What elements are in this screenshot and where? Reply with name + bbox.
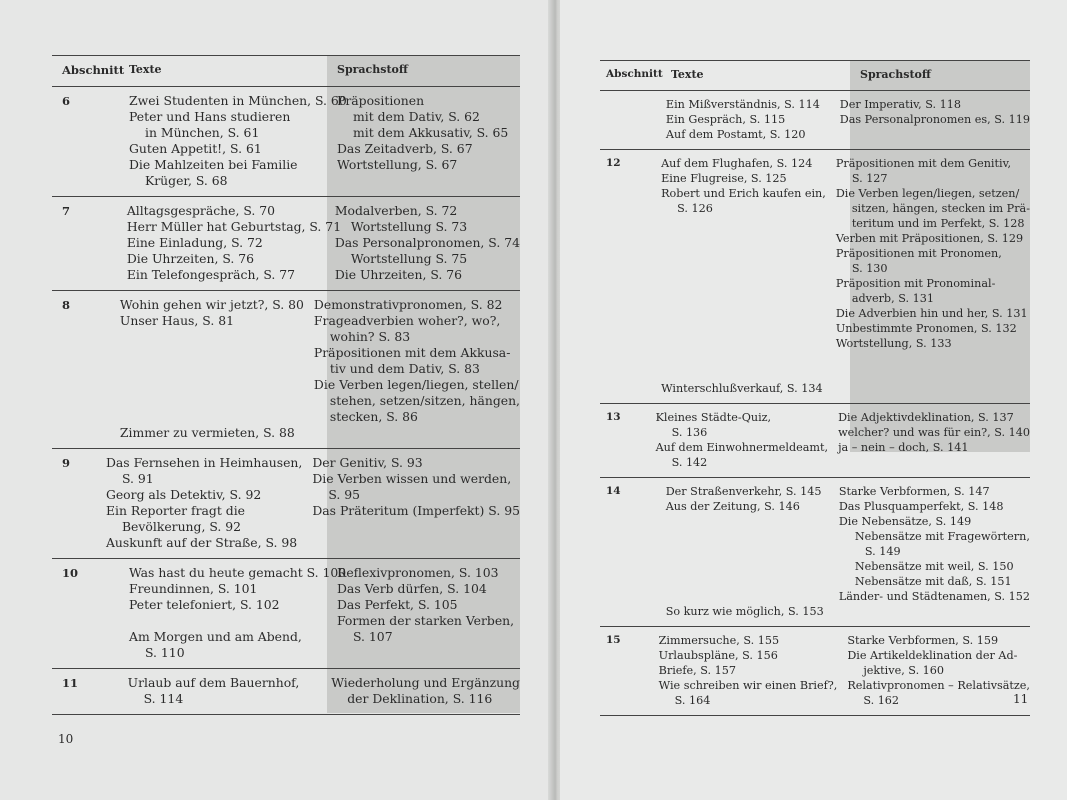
sprachstoff-line: Das Präteritum (Imperfekt) S. 95 [312,503,520,518]
sprachstoff-line: Relativpronomen – Relativsätze, [847,679,1030,692]
sprachstoff-cell [327,93,520,189]
sprachstoff-line: S. 149 [864,545,901,558]
sprachstoff-line: Wortstellung S. 73 [350,219,468,234]
sprachstoff-line: jektive, S. 160 [863,664,945,677]
texte-line: Ein Mißverständnis, S. 114 [665,98,820,111]
sprachstoff-line: S. 127 [851,172,888,185]
texte-line: Unser Haus, S. 81 [119,313,234,328]
sprachstoff-line: Präpositionen [337,93,425,108]
abschnitt-number: 7 [62,204,71,218]
texte-line [120,361,304,377]
sprachstoff-line: Präposition mit Pronominal- [835,277,996,290]
texte-line [661,336,826,351]
texte-cell [124,565,347,661]
texte-line: Guten Appetit!, S. 61 [129,141,262,156]
texte-line: S. 164 [674,694,711,707]
texte-line: Urlaub auf dem Bauernhof, [127,675,300,690]
texte-line: Die Mahlzeiten bei Familie [129,157,298,172]
sprachstoff-line: Die Verben legen/liegen, stellen/ [313,377,519,392]
texte-line: Robert und Erich kaufen ein, [661,187,826,200]
abschnitt-number: 12 [606,157,621,169]
sprachstoff-line: Das Plusquamperfekt, S. 148 [838,500,1004,513]
texte-line [666,589,829,604]
texte-line [661,306,826,321]
sprachstoff-line: wohin? S. 83 [329,329,411,344]
texte-line [661,321,826,336]
texte-line: Auf dem Flughafen, S. 124 [661,157,813,170]
sprachstoff-line: Präpositionen mit dem Akkusa- [313,345,511,360]
sprachstoff-line: Nebensätze mit daß, S. 151 [854,575,1012,588]
texte-line [661,231,826,246]
texte-line: Winterschlußverkauf, S. 134 [661,382,823,395]
sprachstoff-line: Starke Verbformen, S. 159 [847,634,999,647]
texte-line: S. 136 [671,426,708,439]
texte-line: Auskunft auf der Straße, S. 98 [105,535,298,550]
table-row [52,559,520,669]
sprachstoff-line: stecken, S. 86 [329,409,418,424]
sprachstoff-line: Formen der starken Verben, [337,613,515,628]
sprachstoff-line: S. 107 [353,629,393,644]
sprachstoff-line: Wortstellung, S. 67 [337,157,458,172]
sprachstoff-line: Verben mit Präpositionen, S. 129 [835,232,1024,245]
texte-cell [123,675,322,707]
texte-cell [122,203,342,283]
table-header [600,60,1030,91]
texte-line [661,366,826,381]
sprachstoff-line: Reflexivpronomen, S. 103 [337,565,499,580]
sprachstoff-line: S. 162 [863,694,900,707]
sprachstoff-line: Die Verben legen/liegen, setzen/ [835,187,1020,200]
texte-line: Bevölkerung, S. 92 [121,519,242,534]
texte-cell [661,97,830,142]
sprachstoff-line: Der Genitiv, S. 93 [312,455,423,470]
sprachstoff-line: Die Uhrzeiten, S. 76 [334,267,463,282]
texte-line: Briefe, S. 157 [658,664,737,677]
sprachstoff-line: Das Personalpronomen, S. 74 [334,235,520,250]
sprachstoff-cell [828,410,1030,470]
sprachstoff-line: Unbestimmte Pronomen, S. 132 [835,322,1017,335]
sprachstoff-cell [826,156,1030,396]
texte-line [666,574,829,589]
texte-line: S. 126 [677,202,713,215]
sprachstoff-line: welcher? und was für ein?, S. 140 [838,426,1030,439]
texte-line: Peter und Hans studieren [129,109,291,124]
sprachstoff-line: Demonstrativpronomen, S. 82 [313,297,503,312]
sprachstoff-line: Das Verb dürfen, S. 104 [337,581,487,596]
texte-cell [656,156,826,396]
texte-cell [115,297,304,441]
texte-line: Alltagsgespräche, S. 70 [126,203,276,218]
contents-table-right [600,60,1030,716]
sprachstoff-line: Die Adjektivdeklination, S. 137 [838,411,1014,424]
texte-cell [101,455,302,551]
texte-line: Zwei Studenten in München, S. 60 [129,93,347,108]
sprachstoff-line: Die Adverbien hin und her, S. 131 [835,307,1028,320]
abschnitt-number [600,97,661,142]
texte-line: Aus der Zeitung, S. 146 [665,500,800,513]
texte-line [120,329,304,345]
table-row [52,197,520,291]
texte-line: Zimmersuche, S. 155 [658,634,780,647]
sprachstoff-cell [325,203,520,283]
texte-line: S. 91 [121,471,154,486]
sprachstoff-line: Wortstellung S. 75 [350,251,468,266]
table-row [600,150,1030,404]
sprachstoff-line: Wortstellung, S. 133 [835,337,952,350]
header-abschnitt: Abschnitt [606,68,663,80]
sprachstoff-line: S. 130 [851,262,888,275]
texte-line: S. 114 [143,691,184,706]
sprachstoff-line: stehen, setzen/sitzen, hängen, [329,393,520,408]
texte-line: Krüger, S. 68 [145,173,228,188]
texte-line: Wohin gehen wir jetzt?, S. 80 [119,297,304,312]
sprachstoff-line: ja – nein – doch, S. 141 [838,441,969,454]
sprachstoff-cell [829,484,1030,619]
table-row [52,87,520,197]
abschnitt-number: 9 [62,456,71,470]
texte-line: Zimmer zu vermieten, S. 88 [119,425,295,440]
sprachstoff-line: Präpositionen mit Pronomen, [835,247,1002,260]
texte-line: Ein Gespräch, S. 115 [665,113,786,126]
sprachstoff-line: Nebensätze mit Fragewörtern, [854,530,1030,543]
sprachstoff-cell [830,97,1030,142]
header-texte: Texte [671,68,704,81]
texte-line: S. 142 [671,456,708,469]
abschnitt-number: 13 [606,411,621,423]
page-number: 11 [1013,692,1029,706]
texte-line: Urlaubspläne, S. 156 [658,649,778,662]
sprachstoff-line: Wiederholung und Ergänzung [331,675,520,690]
table-row [600,627,1030,716]
texte-line: Peter telefoniert, S. 102 [129,597,280,612]
table-row [52,449,520,559]
texte-line: Die Uhrzeiten, S. 76 [126,251,255,266]
texte-line: Eine Flugreise, S. 125 [661,172,787,185]
header-sprachstoff: Sprachstoff [860,68,931,81]
texte-line: Am Morgen und am Abend, [129,629,302,644]
texte-line [666,559,829,574]
texte-line: Georg als Detektiv, S. 92 [105,487,262,502]
texte-line [661,291,826,306]
sprachstoff-line: Das Personalpronomen es, S. 119 [839,113,1030,126]
sprachstoff-line: Länder- und Städtenamen, S. 152 [838,590,1030,603]
texte-line: Der Straßenverkehr, S. 145 [665,485,822,498]
contents-table-left [52,55,520,715]
sprachstoff-line: Der Imperativ, S. 118 [839,98,961,111]
texte-line: Auf dem Postamt, S. 120 [665,128,806,141]
table-row [600,478,1030,627]
sprachstoff-line: adverb, S. 131 [851,292,934,305]
texte-line [666,514,829,529]
texte-cell [651,410,829,470]
texte-line [120,377,304,393]
texte-line: So kurz wie möglich, S. 153 [665,605,824,618]
abschnitt-number: 15 [606,634,621,646]
table-header [52,55,520,87]
texte-line [120,345,304,361]
sprachstoff-line: Die Verben wissen und werden, [312,471,512,486]
texte-line: Kleines Städte-Quiz, [655,411,772,424]
sprachstoff-line: tiv und dem Dativ, S. 83 [329,361,480,376]
sprachstoff-cell [837,633,1030,708]
header-texte: Texte [129,63,162,76]
texte-line: Herr Müller hat Geburtstag, S. 71 [126,219,342,234]
texte-cell [654,633,838,708]
sprachstoff-line: Modalverben, S. 72 [334,203,458,218]
texte-line: Eine Einladung, S. 72 [126,235,263,250]
texte-line: Ein Telefongespräch, S. 77 [126,267,296,282]
sprachstoff-line: Das Perfekt, S. 105 [337,597,458,612]
texte-line: Was hast du heute gemacht S. 100 [129,565,347,580]
texte-line [661,276,826,291]
texte-cell [661,484,829,619]
texte-line [120,393,304,409]
texte-line [666,529,829,544]
sprachstoff-cell [302,455,520,551]
abschnitt-number: 11 [62,676,79,690]
table-row [600,91,1030,150]
sprachstoff-line: mit dem Dativ, S. 62 [353,109,480,124]
page-number: 10 [58,732,74,746]
table-row [600,404,1030,478]
texte-line [661,261,826,276]
texte-line: Auf dem Einwohnermeldeamt, [655,441,829,454]
texte-line [661,216,826,231]
abschnitt-number: 6 [62,94,71,108]
texte-line: Freundinnen, S. 101 [129,581,258,596]
table-row [52,669,520,715]
sprachstoff-line: Die Nebensätze, S. 149 [838,515,972,528]
sprachstoff-line: Nebensätze mit weil, S. 150 [854,560,1014,573]
abschnitt-number: 10 [62,566,79,580]
sprachstoff-line: S. 95 [328,487,361,502]
sprachstoff-line: teritum und im Perfekt, S. 128 [851,217,1025,230]
texte-line: S. 110 [145,645,185,660]
header-sprachstoff: Sprachstoff [337,63,408,76]
sprachstoff-line: der Deklination, S. 116 [347,691,493,706]
sprachstoff-line: Das Zeitadverb, S. 67 [337,141,473,156]
texte-line [129,613,327,629]
texte-cell [124,93,347,189]
texte-line [661,246,826,261]
sprachstoff-line: Starke Verbformen, S. 147 [838,485,990,498]
texte-line [120,409,304,425]
texte-line [661,351,826,366]
texte-line [666,544,829,559]
sprachstoff-line: mit dem Akkusativ, S. 65 [353,125,509,140]
abschnitt-number: 8 [62,298,71,312]
sprachstoff-line: Die Artikeldeklination der Ad- [847,649,1018,662]
sprachstoff-line: Frageadverbien woher?, wo?, [313,313,501,328]
sprachstoff-line: Präpositionen mit dem Genitiv, [835,157,1012,170]
sprachstoff-cell [304,297,520,441]
abschnitt-number: 14 [606,485,621,497]
sprachstoff-line: sitzen, hängen, stecken im Prä- [851,202,1030,215]
texte-line: in München, S. 61 [145,125,260,140]
texte-line: Das Fernsehen in Heimhausen, [105,455,303,470]
table-row [52,291,520,449]
header-abschnitt: Abschnitt [62,63,125,77]
texte-line: Ein Reporter fragt die [105,503,246,518]
sprachstoff-cell [321,675,520,707]
texte-line: Wie schreiben wir einen Brief?, [658,679,838,692]
sprachstoff-cell [327,565,520,661]
